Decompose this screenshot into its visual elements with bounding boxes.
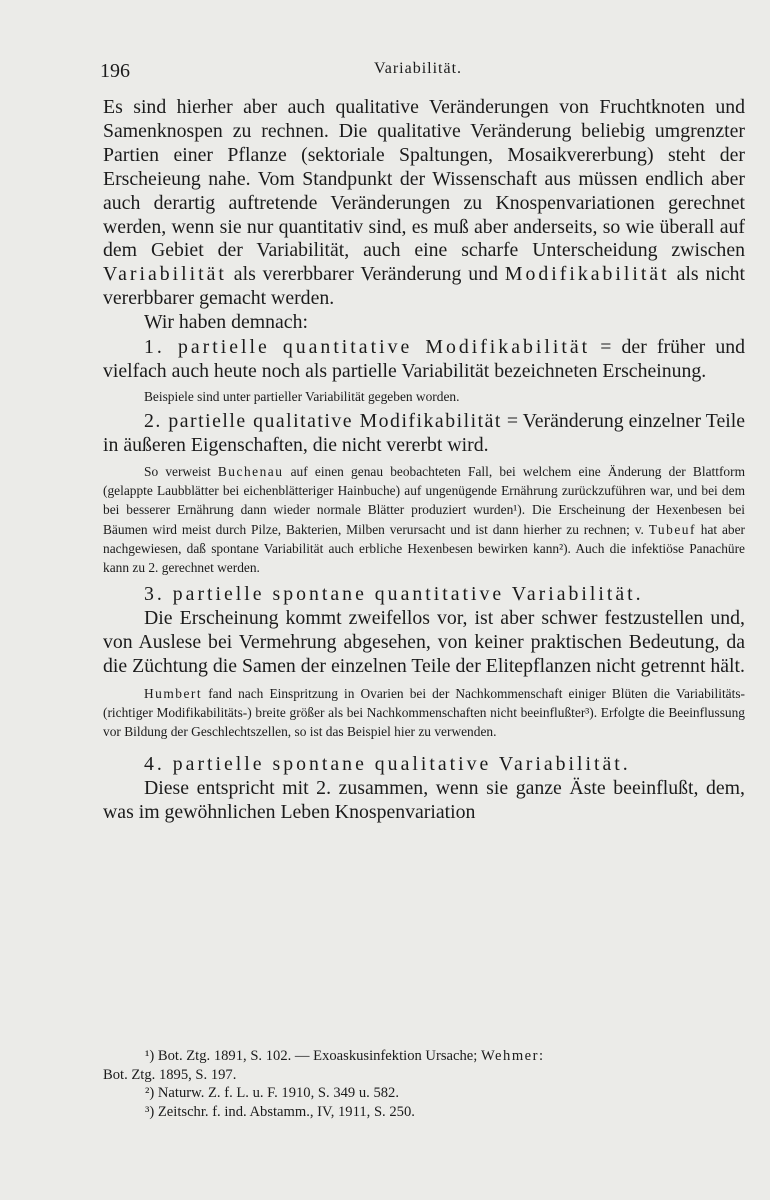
footnotes — [103, 1047, 753, 1122]
item-4-text: Diese entspricht mit 2. zusammen, wenn sie ganze Äste beeinflußt, dem, was im gewöhnlichen Leben Knospenvariation — [103, 777, 745, 824]
item-3-note — [103, 684, 745, 742]
item-1-note: Beispiele sind unter partieller Variabilität gegeben worden. — [144, 388, 460, 404]
paragraph-text: als nicht vererbbarer gemacht werden. — [103, 263, 745, 310]
term-modifikabilitaet: Modifikabilität — [504, 263, 670, 286]
item-2-text: = Veränderung einzelner Teile in äußeren Eigenschaften, die nicht vererbt wird. — [103, 410, 746, 456]
page-number: 196 — [100, 60, 130, 82]
term-variabilitaet: Variabilität — [103, 263, 227, 286]
page-header — [0, 58, 770, 88]
item-1-heading: 1. partielle quantitative Modifikabilität — [144, 336, 591, 359]
item-3-heading: 3. partielle spontane quantitative Variabilität. — [144, 583, 644, 606]
item-2-note — [103, 462, 745, 577]
item-4 — [103, 753, 745, 777]
note-text: auf einen genau beobachteten Fall, bei welchem eine Änderung der Blattform (gelappte Laubblätter bei eichenblätteriger Hainbuche) auf ungenügende Ernährung zurückzuführen war, und bei dem bei besserer Ernährung dann wieder normale Blätter produziert wurden¹). Die Erscheinung der Hexenbesen bei Bäumen wird meist durch Pilze, Bakterien, Milben verursacht und ist dann hierher zu rechnen; v. — [103, 463, 745, 537]
note-text: hat aber nachgewiesen, daß spontane Variabilität auch erbliche Hexenbesen bewirken kann²). Auch die infektiöse Panachüre kann zu 2. gerechnet werden. — [103, 521, 745, 575]
item-3-text: Die Erscheinung kommt zweifellos vor, ist aber schwer festzustellen und, von Auslese bei Vermehrung abgesehen, von keiner praktischen Bedeutung, da die Züchtung die Samen der einzelnen Teile der Elitepflanzen nicht getrennt hält. — [103, 607, 745, 677]
paragraph-demnach: Wir haben demnach: — [144, 311, 308, 334]
paragraph-intro — [103, 96, 745, 311]
item-2-heading: 2. partielle qualitative Modifikabilität — [144, 410, 502, 433]
note-text: So verweist — [144, 463, 218, 479]
item-2 — [103, 410, 745, 458]
author-humbert: Humbert — [144, 685, 203, 701]
paragraph-text: Es sind hierher aber auch qualitative Veränderungen von Fruchtknoten und Samenknospen zu rechnen. Die qualitative Veränderung beliebig umgrenzter Partien einer Pflanze (sektoriale Spaltungen, Mosaikvererbung) steht der Erscheieung nahe. Vom Standpunkt der Wissenschaft aus müssen endlich aber auch derartig auftretende Veränderungen zu Knospenvariationen gerechnet werden, wenn sie nur quantitativ sind, es muß aber anderseits, so wie überall auf dem Gebiet der Variabilität, auch eine scharfe Unterscheidung zwischen — [103, 96, 745, 262]
item-1 — [103, 336, 745, 384]
footnote-1-cont: Bot. Ztg. 1895, S. 197. — [103, 1066, 237, 1083]
author-buchenau: Buchenau — [217, 463, 284, 479]
item-4-heading: 4. partielle spontane qualitative Variabilität. — [144, 753, 631, 776]
paragraph-text: als vererbbarer Veränderung und — [226, 263, 505, 286]
footnote-1 — [103, 1047, 753, 1066]
page-body — [103, 96, 745, 825]
item-1-text: = der früher und vielfach auch heute noch als partielle Variabilität bezeichneten Erscheinung. — [103, 336, 746, 382]
footnote-text: ¹) Bot. Ztg. 1891, S. 102. — Exoaskusinfektion Ursache; — [145, 1048, 481, 1064]
footnote-3: ³) Zeitschr. f. ind. Abstamm., IV, 1911, S. 250. — [145, 1104, 415, 1121]
item-3 — [103, 583, 745, 607]
running-title: Variabilität. — [373, 60, 463, 77]
note-text: fand nach Einspritzung in Ovarien bei der Nachkommenschaft einiger Blüten die Variabilitäts- (richtiger Modifikabilitäts-) breite größer als bei Nachkommenschaften nicht beeinflußter³). Erfolgte die Beeinflussung vor Bildung der Geschlechtszellen, so ist das Beispiel hier zu verwenden. — [103, 685, 745, 740]
author-tubeuf: Tubeuf — [648, 521, 696, 537]
footnote-2: ²) Naturw. Z. f. L. u. F. 1910, S. 349 u. 582. — [145, 1085, 399, 1102]
author-wehmer: Wehmer: — [480, 1048, 545, 1064]
